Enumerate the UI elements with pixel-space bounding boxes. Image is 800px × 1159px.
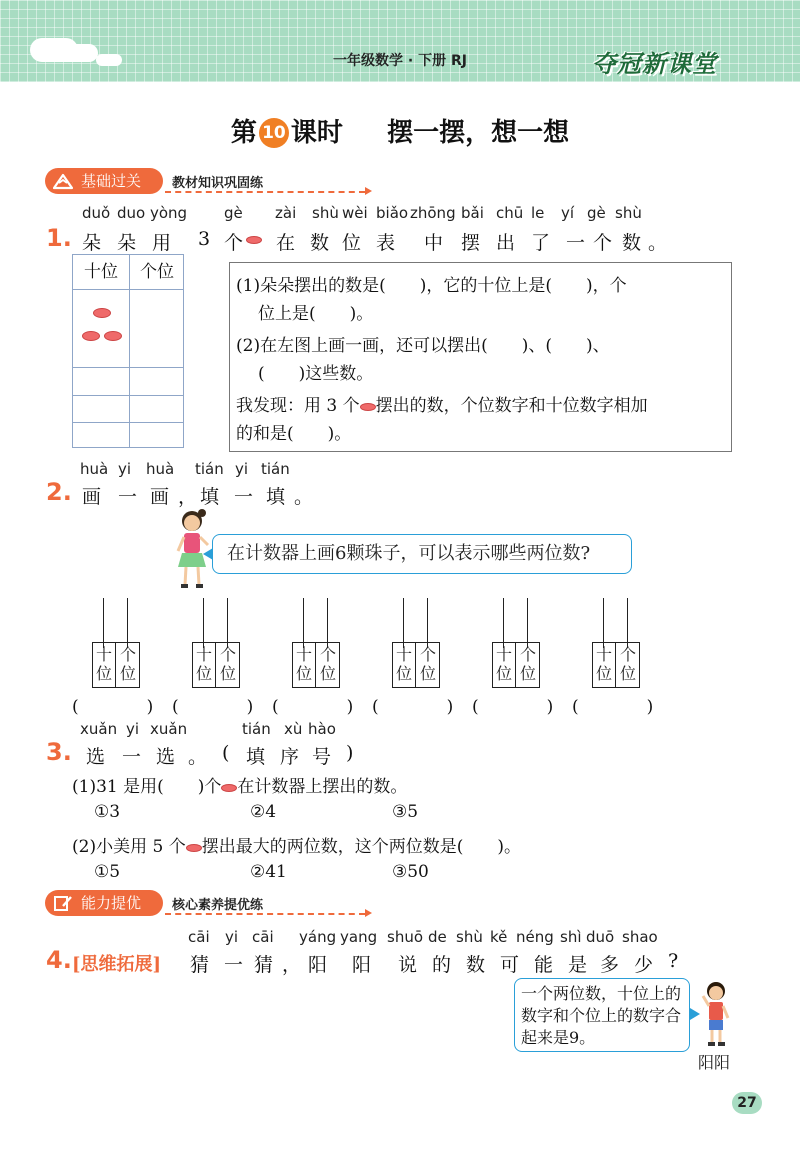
pinyin: yang (340, 928, 378, 946)
pinyin: de (428, 928, 447, 946)
pinyin: shù (312, 204, 339, 222)
pinyin: tián (242, 720, 271, 738)
tens-rod (203, 598, 204, 648)
bead-icon (104, 331, 122, 341)
abacus-counter[interactable] (292, 598, 348, 690)
boy-illustration (700, 980, 732, 1048)
char: 填 (266, 486, 286, 508)
q3-p2-option-1[interactable]: ①5 (94, 862, 121, 882)
section-basic-label: 基础过关 (81, 172, 142, 190)
pinyin: le (531, 204, 545, 222)
pinyin: yi (126, 720, 140, 738)
pinyin: bǎi (461, 204, 484, 222)
tens-label: 十 位 (95, 645, 112, 683)
mountain-icon (53, 172, 73, 190)
tens-label: 十 位 (495, 645, 512, 683)
char: 阳 (352, 954, 372, 976)
page-number: 27 (732, 1092, 762, 1114)
char: 数 (466, 954, 486, 976)
tens-rod (503, 598, 504, 648)
pinyin: hào (308, 720, 336, 738)
q2-pinyin (0, 460, 800, 480)
char: 。 (648, 232, 668, 254)
char: 。 (294, 486, 314, 508)
abacus-answer-blank[interactable]: ( ) (72, 697, 154, 717)
char: 在 (276, 232, 296, 254)
q3-p1-option-2[interactable]: ②4 (250, 802, 277, 822)
lesson-prefix: 第 (230, 118, 257, 148)
abacus-divider (315, 643, 316, 687)
char: 号 (312, 746, 332, 768)
char: 一 (122, 746, 142, 768)
abacus-counter[interactable] (392, 598, 448, 690)
char: 填 (246, 746, 266, 768)
tens-rod (603, 598, 604, 648)
ones-label: 个 位 (119, 645, 136, 683)
char: 数 (622, 232, 642, 254)
place-value-table[interactable] (72, 254, 184, 448)
q4-pinyin (0, 928, 800, 948)
abacus-base (292, 642, 340, 688)
abacus-answer-blank[interactable]: ( ) (172, 697, 254, 717)
q4-tag: [思维拓展] (72, 954, 162, 975)
char: 选 (86, 746, 106, 768)
lesson-number-badge: 10 (259, 118, 289, 148)
char: 表 (376, 232, 396, 254)
abacus-answer-blank[interactable]: ( ) (372, 697, 454, 717)
tens-label: 十 位 (595, 645, 612, 683)
pinyin: zài (275, 204, 297, 222)
pinyin: chū (496, 204, 524, 222)
table-line (73, 367, 183, 368)
pinyin: biǎo (376, 204, 409, 222)
char: 是 (568, 954, 588, 976)
q3-part2 (72, 832, 521, 857)
pinyin: yáng (299, 928, 337, 946)
boy-name: 阳阳 (698, 1053, 731, 1072)
char: 一 (224, 954, 244, 976)
section-basic-tag (45, 168, 163, 194)
q3-number: 3. (46, 738, 72, 766)
char: 朵 (82, 232, 102, 254)
table-divider (129, 255, 130, 447)
char: 个 (224, 232, 244, 254)
q1-part2-line1: (2)在左图上画一画，还可以摆出( )、( )、 (236, 336, 610, 356)
q3-part1-text: (1)31 是用( )个 (72, 777, 222, 797)
tens-header: 十位 (84, 262, 118, 282)
q3-pinyin (0, 720, 800, 740)
char: 可 (500, 954, 520, 976)
abacus-base (392, 642, 440, 688)
dashed-divider (165, 913, 365, 915)
char: 数 (310, 232, 330, 254)
pinyin: xuǎn (150, 720, 188, 738)
abacus-counter[interactable] (92, 598, 148, 690)
q3-part2-text: 摆出最大的两位数，这个两位数是( )。 (201, 837, 521, 857)
tens-label: 十 位 (395, 645, 412, 683)
table-line (73, 289, 183, 290)
abacus-counter[interactable] (592, 598, 648, 690)
q4-number: 4. (46, 946, 72, 974)
q3-p1-option-1[interactable]: ①3 (94, 802, 121, 822)
char: 个 (593, 232, 613, 254)
pinyin: zhōng (410, 204, 456, 222)
pinyin: yi (118, 460, 132, 478)
header-edge (0, 82, 800, 90)
q1-text (0, 228, 800, 252)
brand-logo: 夺冠新课堂 (592, 50, 717, 78)
char: ) (346, 742, 354, 764)
char: 说 (398, 954, 418, 976)
tens-rod (103, 598, 104, 648)
pinyin: néng (516, 928, 554, 946)
q1-part1-line2: 位上是( )。 (258, 304, 374, 324)
discover-text: 我发现：用 3 个 (236, 396, 360, 416)
char: 用 (152, 232, 172, 254)
grade-subject: 一年级数学 · 下册 RJ (333, 53, 467, 69)
ones-label: 个 位 (319, 645, 336, 683)
char: 多 (600, 954, 620, 976)
pinyin: duǒ (82, 204, 111, 222)
char: 一 (118, 486, 138, 508)
bead-icon (360, 403, 376, 411)
pencil-note-icon (53, 894, 73, 912)
speech-bubble-girl: 在计数器上画6颗珠子，可以表示哪些两位数? (212, 534, 632, 574)
q2-number: 2. (46, 478, 72, 506)
tens-label: 十 位 (295, 645, 312, 683)
char: 画 (150, 486, 170, 508)
q1-discover-line2: 的和是( )。 (236, 424, 352, 444)
q1-discover-line1 (236, 391, 648, 416)
arrow-icon (365, 909, 372, 917)
pinyin: tián (261, 460, 290, 478)
pinyin: duō (586, 928, 615, 946)
section-ability-tag (45, 890, 163, 916)
pinyin: yòng (150, 204, 188, 222)
pinyin: gè (224, 204, 243, 222)
abacus-answer-blank[interactable]: ( ) (472, 697, 554, 717)
char: 朵 (117, 232, 137, 254)
cloud-icon (58, 44, 98, 62)
bead-icon (93, 308, 111, 318)
char: ， (178, 486, 198, 508)
pinyin: shì (560, 928, 582, 946)
pinyin: tián (195, 460, 224, 478)
arrow-icon (365, 187, 372, 195)
q3-part1-text: 在计数器上摆出的数。 (237, 777, 408, 797)
bead-icon (82, 331, 100, 341)
ones-label: 个 位 (619, 645, 636, 683)
abacus-divider (415, 643, 416, 687)
char: 选 (156, 746, 176, 768)
char: 猜 (254, 954, 274, 976)
ones-label: 个 位 (419, 645, 436, 683)
char: 序 (280, 746, 300, 768)
pinyin: huà (146, 460, 175, 478)
char: 少 (634, 954, 654, 976)
section-ability-label: 能力提优 (81, 894, 142, 912)
pinyin: shuō (387, 928, 424, 946)
char: 。 (188, 746, 208, 768)
pinyin: shao (622, 928, 658, 946)
table-line (73, 422, 183, 423)
ones-rod (127, 598, 128, 648)
char: 摆 (461, 232, 481, 254)
abacus-base (492, 642, 540, 688)
lesson-title (0, 112, 800, 149)
abacus-divider (215, 643, 216, 687)
bead-icon (221, 784, 237, 792)
pinyin: yi (235, 460, 249, 478)
q1-part1-line1: (1)朵朵摆出的数是( )，它的十位上是( )，个 (236, 276, 627, 296)
char: 能 (534, 954, 554, 976)
pinyin: cāi (252, 928, 274, 946)
ones-rod (227, 598, 228, 648)
lesson-name: 摆一摆，想一想 (387, 118, 570, 148)
ones-header: 个位 (140, 262, 174, 282)
bead-icon (246, 236, 262, 244)
q3-p1-option-3[interactable]: ③5 (392, 802, 419, 822)
discover-text: 摆出的数，个位数字和十位数字相加 (375, 396, 648, 416)
pinyin: shù (615, 204, 642, 222)
pinyin: shù (456, 928, 483, 946)
pinyin: xuǎn (80, 720, 118, 738)
tens-label: 十 位 (195, 645, 212, 683)
q3-text (0, 742, 800, 766)
abacus-counter[interactable] (492, 598, 548, 690)
q4-text (0, 950, 800, 974)
pinyin: xù (284, 720, 303, 738)
bead-icon (186, 844, 202, 852)
lesson-suffix: 课时 (290, 118, 343, 148)
ones-rod (327, 598, 328, 648)
char: 猜 (190, 954, 210, 976)
ones-label: 个 位 (219, 645, 236, 683)
abacus-base (192, 642, 240, 688)
char: 出 (496, 232, 516, 254)
char: 了 (531, 232, 551, 254)
q1-question-box (229, 262, 732, 452)
section-basic-sub: 教材知识巩固练 (172, 176, 264, 191)
ones-rod (527, 598, 528, 648)
ones-rod (427, 598, 428, 648)
char: ? (668, 950, 679, 972)
q3-p2-option-3[interactable]: ③50 (392, 862, 429, 882)
pinyin: cāi (188, 928, 210, 946)
q1-pinyin (0, 204, 800, 224)
char: 画 (82, 486, 102, 508)
char: 的 (432, 954, 452, 976)
q1-part2-line2: ( )这些数。 (258, 364, 374, 384)
char: 3 (198, 228, 211, 250)
pinyin: huà (80, 460, 109, 478)
section-ability-sub: 核心素养提优练 (172, 898, 264, 913)
abacus-base (92, 642, 140, 688)
pinyin: yi (225, 928, 239, 946)
speech-bubble-boy: 一个两位数，十位上的数字和个位上的数字合起来是9。 (514, 978, 690, 1052)
q3-part1 (72, 772, 407, 797)
tens-rod (303, 598, 304, 648)
ones-label: 个 位 (519, 645, 536, 683)
bubble-tail (690, 1008, 700, 1020)
abacus-answer-blank[interactable]: ( ) (272, 697, 354, 717)
char: ， (282, 954, 302, 976)
q2-text (0, 482, 800, 506)
dashed-divider (165, 191, 365, 193)
abacus-divider (115, 643, 116, 687)
char: 阳 (308, 954, 328, 976)
table-line (73, 395, 183, 396)
pinyin: gè (587, 204, 606, 222)
cloud-icon (96, 54, 122, 66)
bubble-tail (203, 548, 213, 560)
char: 填 (200, 486, 220, 508)
char: 一 (234, 486, 254, 508)
q3-p2-option-2[interactable]: ②41 (250, 862, 287, 882)
char: 一 (566, 232, 586, 254)
abacus-base (592, 642, 640, 688)
abacus-divider (515, 643, 516, 687)
pinyin: duo (117, 204, 146, 222)
char: ( (222, 742, 230, 764)
char: 中 (424, 232, 444, 254)
abacus-counter[interactable] (192, 598, 248, 690)
tens-rod (403, 598, 404, 648)
abacus-divider (615, 643, 616, 687)
abacus-answer-blank[interactable]: ( ) (572, 697, 654, 717)
q3-part2-text: (2)小美用 5 个 (72, 837, 186, 857)
q1-number: 1. (46, 224, 72, 252)
pinyin: kě (490, 928, 508, 946)
ones-rod (627, 598, 628, 648)
pinyin: wèi (342, 204, 368, 222)
char: 位 (342, 232, 362, 254)
pinyin: yí (561, 204, 575, 222)
